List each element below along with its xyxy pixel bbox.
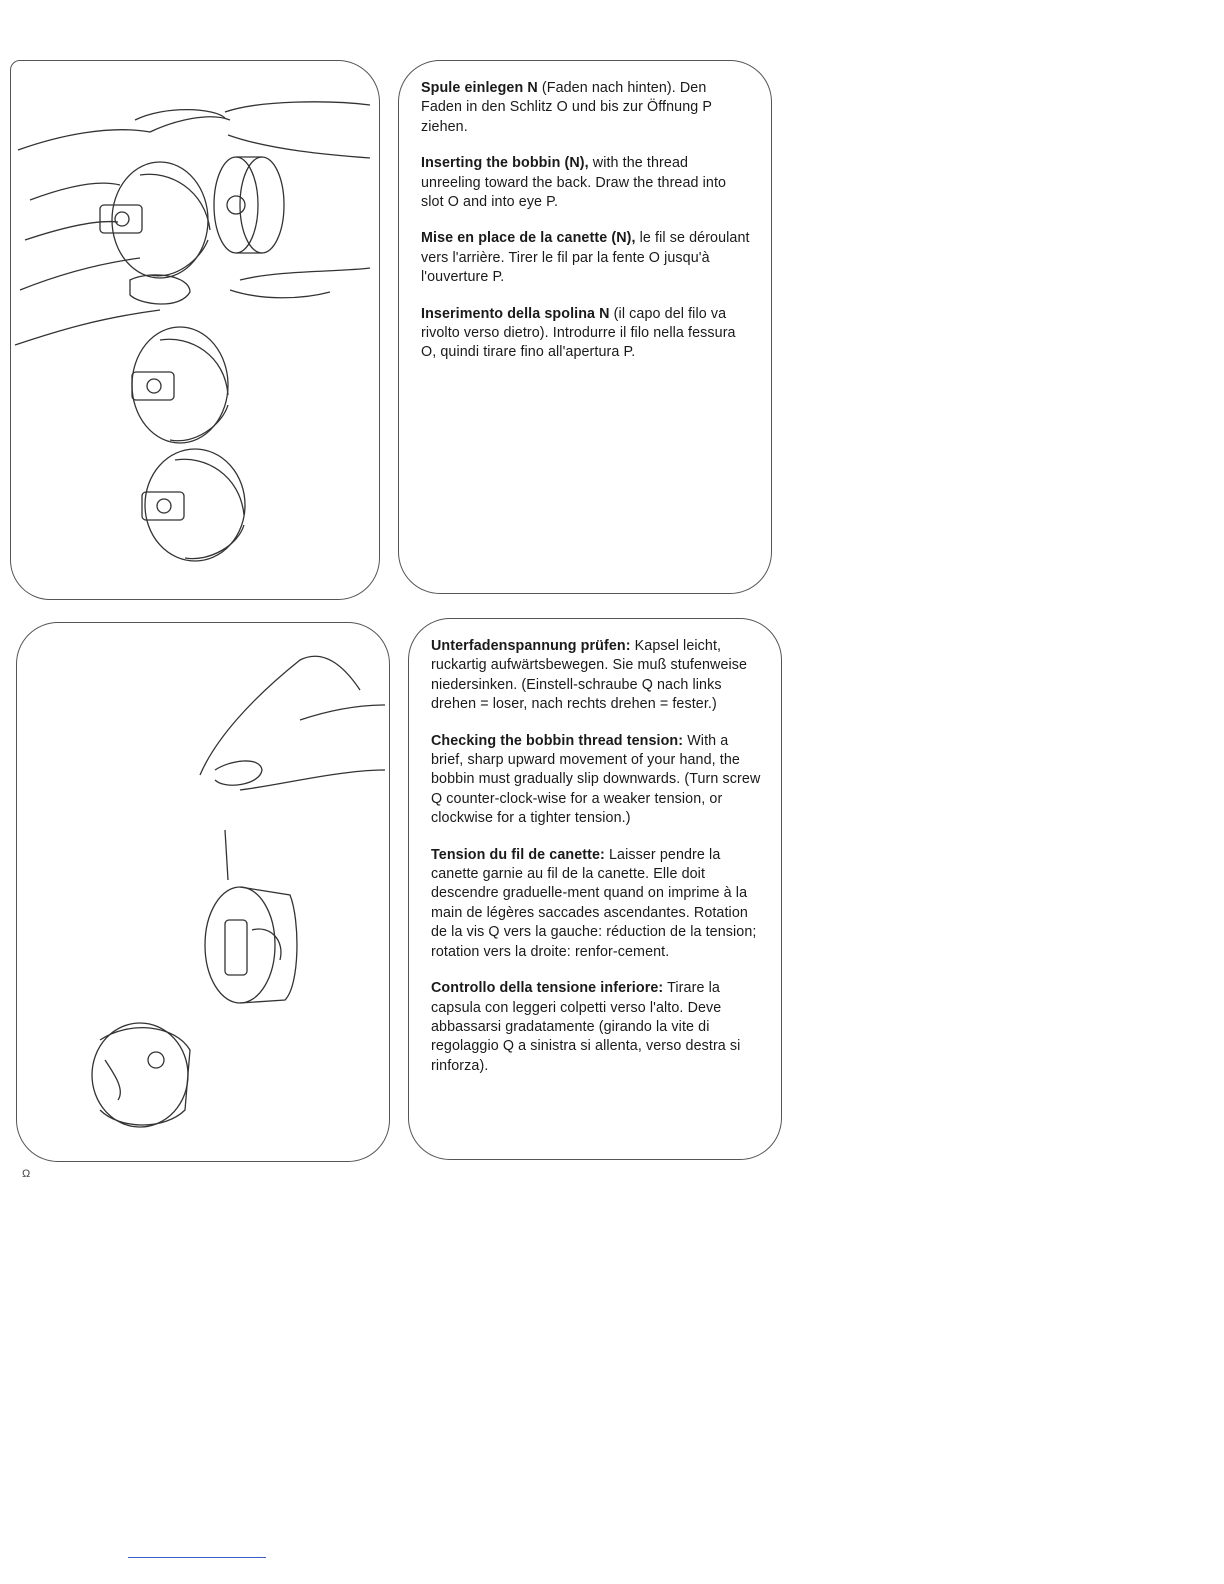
bobbin-case-drawing-1 (100, 162, 210, 278)
tension-check-body: With a brief, sharp upward movement of your hand, the bobbin must gradually slip downwards. (Turn screw Q counter-clock-wise for a weaker tension, or clockwise for a tighter tension.) (431, 732, 761, 827)
page-mark: Ω (22, 1168, 31, 1180)
bobbin-drawing (214, 157, 284, 253)
bobbin-case-tilted-drawing (92, 1023, 190, 1127)
insert-bobbin-body: le fil se déroulant vers l'arrière. Tirer le fil par la fente O jusqu'à l'ouverture P. (421, 230, 750, 286)
tension-check-heading: Tension du fil de canette: (431, 846, 605, 863)
insert-bobbin-heading: Mise en place de la canette (N), (421, 230, 636, 247)
insert-bobbin-heading: Inserting the bobbin (N), (421, 155, 589, 172)
insert-bobbin-body: (Faden nach hinten). Den Faden in den Schlitz O und bis zur Öffnung P ziehen. (421, 80, 712, 135)
insert-bobbin-body: (il capo del filo va rivolto verso dietro). Introdurre il filo nella fessura O, quindi tirare fino all'apertura P. (421, 305, 736, 361)
fingers-holding-thread-drawing (200, 656, 385, 880)
insert-bobbin-body: with the thread unreeling toward the back. Draw the thread into slot O and into eye P. (421, 155, 727, 211)
bobbin-case-drawing-2 (132, 327, 228, 443)
hand-holding-bobbin-case-drawing (15, 102, 370, 345)
bobbin-case-drawing-3 (142, 449, 245, 561)
tension-check-body: Tirare la capsula con leggeri colpetti verso l'alto. Deve abbassarsi gradatamente (girando la vite di regolaggio Q a sinistra si allenta, verso destra si rinforza). (431, 980, 741, 1074)
tension-check-heading: Controllo della tensione inferiore: (431, 980, 664, 997)
insert-bobbin-heading: Spule einlegen N (421, 80, 538, 96)
tension-check-body: Kapsel leicht, ruckartig aufwärtsbewegen. Sie muß stufenweise niedersinken. (Einstell-schraube Q nach links drehen = loser, nach rechts drehen = fester.) (431, 638, 748, 713)
footer-link-underline (128, 1557, 266, 1558)
tension-check-heading: Checking the bobbin thread tension: (431, 732, 684, 749)
hanging-bobbin-case-drawing (205, 887, 297, 1003)
tension-check-heading: Unterfadenspannung prüfen: (431, 638, 631, 654)
insert-bobbin-heading: Inserimento della spolina N (421, 305, 610, 322)
tension-check-body: Laisser pendre la canette garnie au fil de la canette. Elle doit descendre graduelle-ment quand on imprime à la main de légères saccades ascendantes. Rotation de la vis Q vers la gauche: réduction de la tension; rotation vers la droite: renfor-cement. (431, 846, 757, 960)
